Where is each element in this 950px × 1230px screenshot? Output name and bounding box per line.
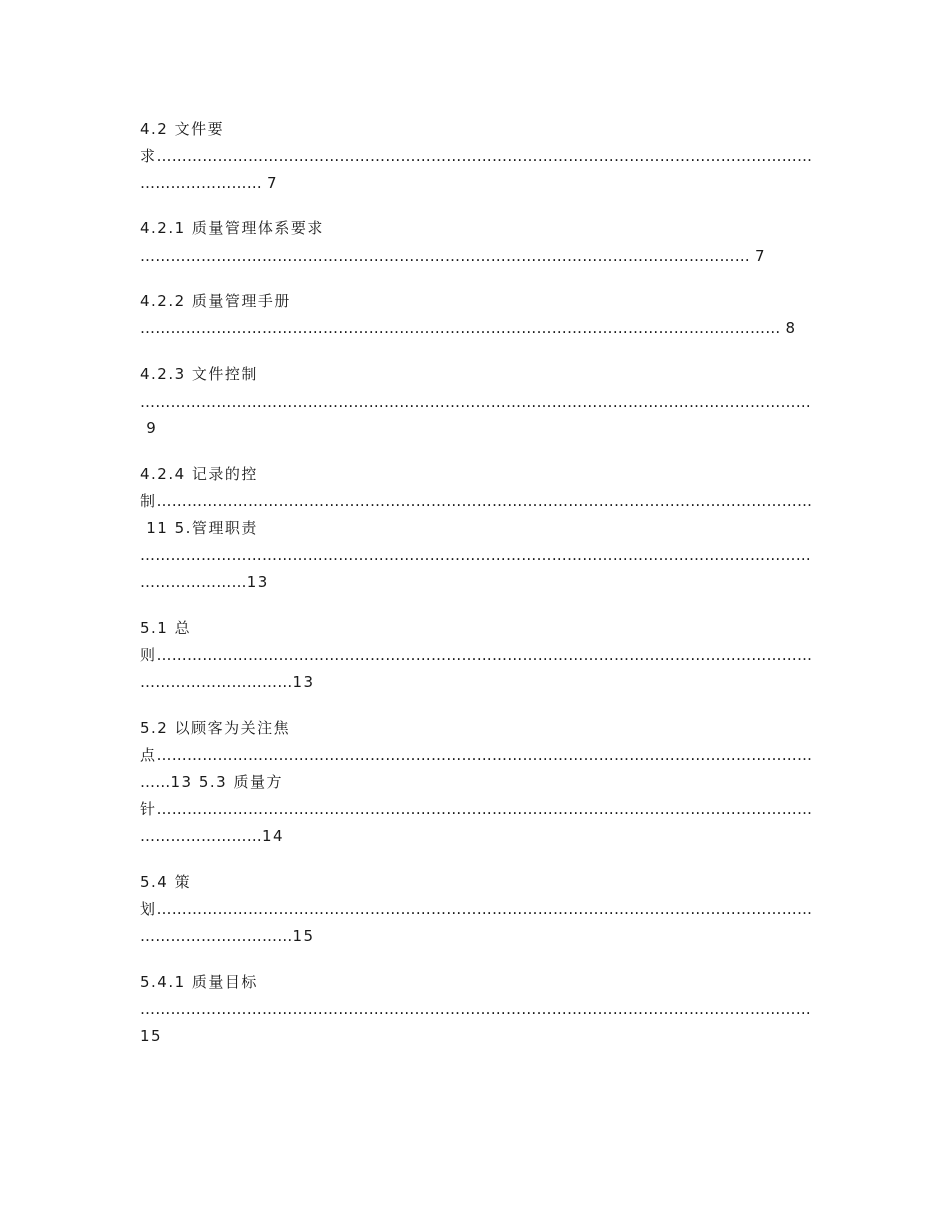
toc-heading-text: 5.2 以顾客为关注焦 — [140, 719, 291, 737]
toc-leader-dots: …………………………………………………………………………………………………………………… — [140, 393, 811, 411]
toc-leader-dots: ………………… — [140, 573, 247, 591]
toc-leader-dots: ………………………………………………………………………………………………………………… — [156, 746, 813, 764]
toc-page-number: 7 — [267, 174, 279, 192]
toc-page-number: 11 — [140, 519, 175, 537]
toc-entry-leader — [140, 645, 812, 665]
toc-entry-heading — [140, 218, 324, 238]
toc-page-number: 13 — [246, 573, 269, 591]
toc-entry-leader — [140, 799, 812, 819]
toc-entry-heading — [140, 618, 191, 638]
toc-entry-heading — [140, 772, 283, 792]
toc-leader-dots: ………………………… — [140, 927, 293, 945]
toc-page-number: 15 — [140, 1027, 163, 1045]
toc-leader-dots: …………………… — [140, 827, 262, 845]
toc-heading-text: 5.1 总 — [140, 619, 192, 637]
toc-leader-dots: ………………………………………………………………………………………………………………… — [156, 147, 813, 165]
toc-entry-leader — [140, 745, 812, 765]
toc-entry-heading — [140, 291, 291, 311]
toc-entry-heading — [140, 872, 191, 892]
toc-entry-heading — [140, 364, 258, 384]
toc-heading-text: 点 — [140, 746, 157, 764]
toc-entry-leader — [140, 1026, 162, 1046]
toc-heading-text: 则 — [140, 646, 157, 664]
toc-leader-dots: ………………………………………………………………………………………………………… — [140, 247, 756, 265]
toc-leader-dots: …………………………………………………………………………………………………………………… — [140, 546, 811, 564]
toc-entry-leader — [140, 672, 315, 692]
toc-heading-text: 4.2.3 文件控制 — [140, 365, 258, 383]
toc-entry-leader — [140, 173, 278, 193]
toc-page-number: 14 — [262, 827, 285, 845]
toc-page-number: 8 — [785, 319, 797, 337]
toc-entry-leader — [140, 246, 766, 266]
toc-heading-text: 求 — [140, 147, 157, 165]
toc-leader-dots: ………………………………………………………………………………………………………………… — [156, 492, 813, 510]
toc-entry-leader — [140, 899, 812, 919]
toc-entry-leader — [140, 999, 811, 1019]
toc-page-number: 13 — [170, 773, 199, 791]
toc-entry-leader — [140, 545, 811, 565]
toc-page-number: 15 — [292, 927, 315, 945]
toc-entry-leader — [140, 926, 315, 946]
toc-entry-leader — [140, 418, 157, 438]
toc-heading-text: 5.4.1 质量目标 — [140, 973, 258, 991]
toc-page-number: 7 — [755, 247, 767, 265]
toc-entry-leader — [140, 392, 811, 412]
toc-entry-leader — [140, 826, 284, 846]
toc-entry-leader — [140, 318, 797, 338]
toc-leader-dots: …… — [140, 773, 171, 791]
toc-heading-text: 5.管理职责 — [174, 519, 258, 537]
toc-heading-text: 4.2 文件要 — [140, 120, 225, 138]
toc-leader-dots: ……………………………………………………………………………………………………………… — [140, 319, 786, 337]
toc-heading-text: 5.3 质量方 — [198, 773, 283, 791]
toc-leader-dots: …………………………………………………………………………………………………………………… — [140, 1000, 811, 1018]
toc-entry-leader — [140, 572, 269, 592]
toc-leader-dots: ………………………… — [140, 673, 293, 691]
toc-leader-dots: ………………………………………………………………………………………………………………… — [156, 800, 813, 818]
toc-entry-leader — [140, 146, 812, 166]
toc-page-number: 13 — [292, 673, 315, 691]
toc-entry-heading — [140, 718, 290, 738]
toc-entry-heading — [140, 972, 258, 992]
toc-entry-heading — [140, 119, 224, 139]
toc-entry-leader — [140, 491, 812, 511]
toc-leader-dots: ………………………………………………………………………………………………………………… — [156, 900, 813, 918]
toc-heading-text: 4.2.1 质量管理体系要求 — [140, 219, 324, 237]
toc-heading-text: 针 — [140, 800, 157, 818]
toc-heading-text: 5.4 策 — [140, 873, 192, 891]
toc-leader-dots: ………………………………………………………………………………………………………………… — [156, 646, 813, 664]
toc-page-number: 9 — [140, 419, 158, 437]
toc-heading-text: 划 — [140, 900, 157, 918]
toc-heading-text: 4.2.2 质量管理手册 — [140, 292, 291, 310]
toc-entry-heading — [140, 464, 258, 484]
toc-leader-dots: …………………… — [140, 174, 268, 192]
toc-heading-text: 制 — [140, 492, 157, 510]
toc-heading-text: 4.2.4 记录的控 — [140, 465, 258, 483]
toc-entry-heading — [140, 518, 258, 538]
